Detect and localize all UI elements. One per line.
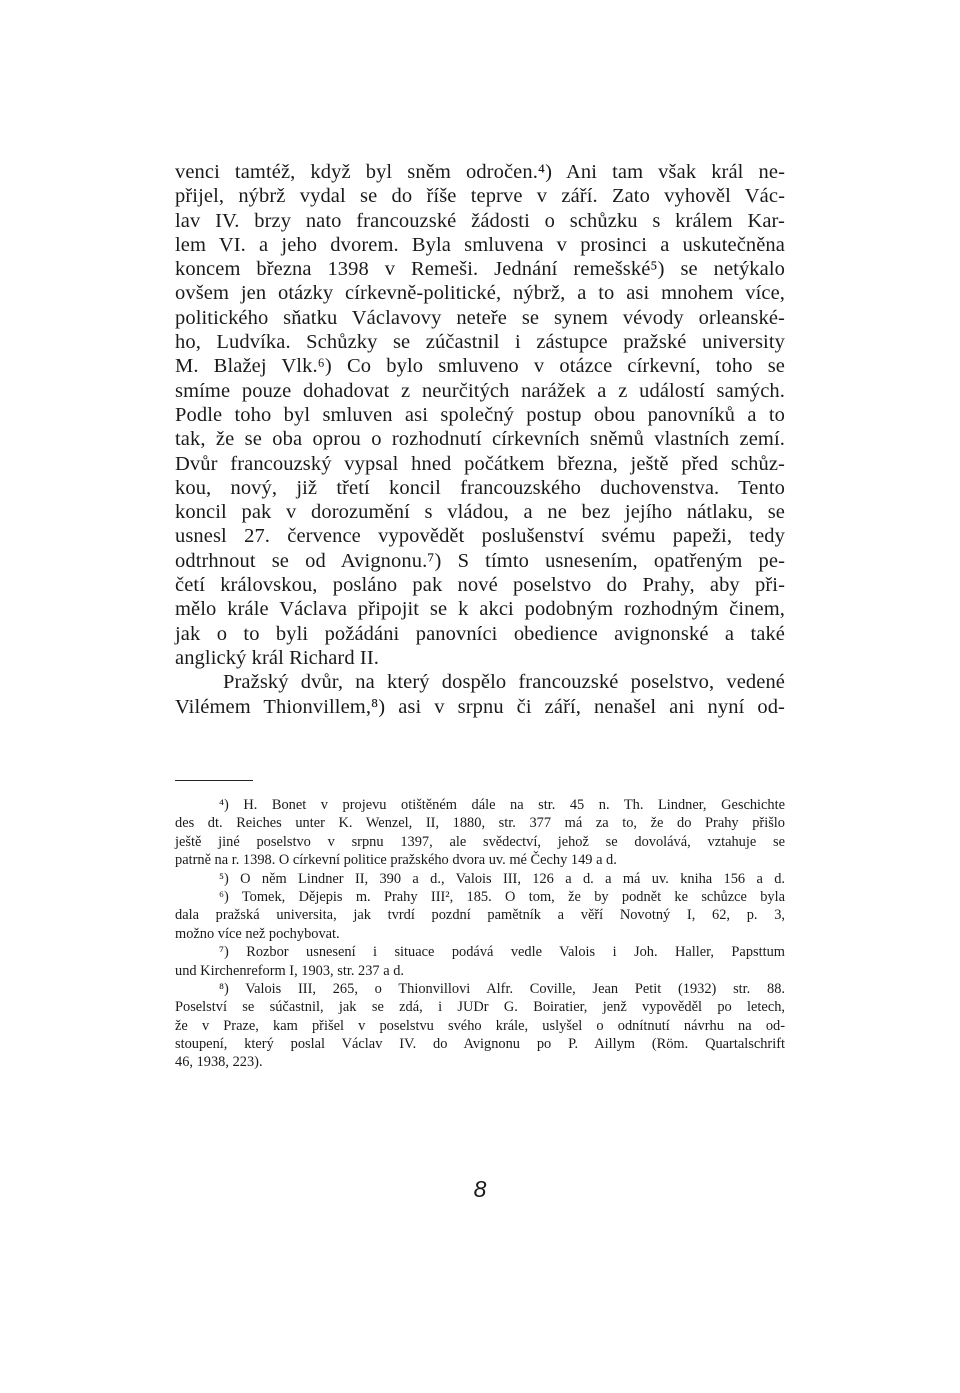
footnote-5	[175, 870, 785, 888]
footnote-6	[175, 888, 785, 943]
text-line: přijel, nýbrž vydal se do říše teprve v září. Zato vyhověl Vác-	[175, 185, 785, 208]
footnote-separator	[175, 780, 253, 781]
text-line: koncem března 1398 v Remeši. Jednání remešské⁵) se netýkalo	[175, 258, 785, 281]
footnote-line: ještě jiné poselstvo v srpnu 1397, ale svědectví, jehož se dovolává, vztahuje se	[175, 833, 785, 850]
text-line: tak, že se oba oprou o rozhodnutí církevních sněmů vlastních zemí.	[175, 428, 785, 451]
footnote-line: ⁸) Valois III, 265, o Thionvillovi Alfr. Coville, Jean Petit (1932) str. 88.	[219, 980, 785, 997]
text-line: lem VI. a jeho dvorem. Byla smluvena v prosinci a uskutečněna	[175, 233, 785, 256]
text-line: Vilémem Thionvillem,⁸) asi v srpnu či září, nenašel ani nyní od-	[175, 695, 785, 718]
text-line: anglický král Richard II.	[175, 646, 380, 669]
footnote-line: patrně na r. 1398. O církevní politice pražského dvora uv. mé Čechy 149 a d.	[175, 852, 617, 869]
footnote-line: 46, 1938, 223).	[175, 1054, 263, 1071]
footnote-8	[175, 980, 785, 1072]
text-line: M. Blažej Vlk.⁶) Co bylo smluveno v otázce církevní, toho se	[175, 355, 785, 378]
text-line: smíme pouze dohadovat z neurčitých narážek a z událostí samých.	[175, 379, 785, 402]
footnote-line: ⁵) O něm Lindner II, 390 a d., Valois III, 126 a d. a má uv. kniha 156 a d.	[219, 870, 785, 887]
page-number: 8	[473, 1176, 487, 1202]
footnote-7	[175, 943, 785, 980]
footnote-line: ⁷) Rozbor usnesení i situace podává vedle Valois i Joh. Haller, Papsttum	[219, 944, 785, 961]
text-line: Podle toho byl smluven asi společný postup obou panovníků a to	[175, 403, 785, 426]
footnote-line: ⁶) Tomek, Dějepis m. Prahy III², 185. O tom, že by podnět ke schůzce byla	[219, 888, 785, 905]
text-line: usnesl 27. července vypovědět poslušenství svému papeži, tedy	[175, 525, 785, 548]
footnotes	[175, 796, 785, 1072]
text-line: ovšem jen otázky církevně-politické, nýbrž, a to asi mnohem více,	[175, 282, 785, 305]
footnote-line: že v Praze, kam přišel v poselstvu svého krále, uslyšel o odnítnutí návrhu na od-	[175, 1017, 785, 1034]
text-line: Dvůr francouzský vypsal hned počátkem března, ještě před schůz-	[175, 452, 785, 475]
footnote-line: Poselství se súčastnil, jak se zdá, i JUDr G. Boiratier, jenž vypověděl po letech,	[175, 999, 785, 1016]
text-line: koncil pak v dorozumění s vládou, a ne bez jejího nátlaku, se	[175, 501, 785, 524]
text-line: odtrhnout se od Avignonu.⁷) S tímto usnesením, opatřeným pe-	[175, 549, 785, 572]
text-line-paragraph-start: Pražský dvůr, na který dospělo francouzské poselstvo, vedené	[223, 671, 785, 694]
footnote-line: dala pražská universita, jak tvrdí pozdní pamětník a věří Novotný I, 62, p. 3,	[175, 907, 785, 924]
text-line: mělo krále Václava připojit se k akci podobným rozhodným činem,	[175, 598, 785, 621]
text-line: ho, Ludvíka. Schůzky se zúčastnil i zástupce pražské university	[175, 331, 785, 354]
text-line: venci tamtéž, když byl sněm odročen.⁴) Ani tam však král ne-	[175, 161, 785, 183]
footnote-line: des dt. Reiches unter K. Wenzel, II, 1880, str. 377 má za to, že do Prahy přišlo	[175, 815, 785, 832]
text-line: lav IV. brzy nato francouzské žádosti o schůzku s králem Kar-	[175, 209, 785, 232]
text-line: politického sňatku Václavovy neteře se synem vévody orleanské-	[175, 306, 785, 329]
footnote-line: und Kirchenreform I, 1903, str. 237 a d.	[175, 962, 404, 979]
text-line: jak o to byli požádáni panovníci obedience avignonské a také	[175, 622, 785, 645]
footnote-line: ⁴) H. Bonet v projevu otištěném dále na str. 45 n. Th. Lindner, Geschichte	[219, 797, 785, 813]
footnote-4	[175, 796, 785, 870]
footnote-line: stoupení, který poslal Václav IV. do Avignonu po P. Aillym (Röm. Quartalschrift	[175, 1036, 785, 1053]
main-text-block	[175, 160, 785, 719]
footnote-line: možno více než pochybovat.	[175, 925, 340, 942]
text-line: kou, nový, již třetí koncil francouzského duchovenstva. Tento	[175, 476, 785, 499]
text-line: četí královskou, posláno pak nové poselstvo do Prahy, aby při-	[175, 574, 785, 597]
